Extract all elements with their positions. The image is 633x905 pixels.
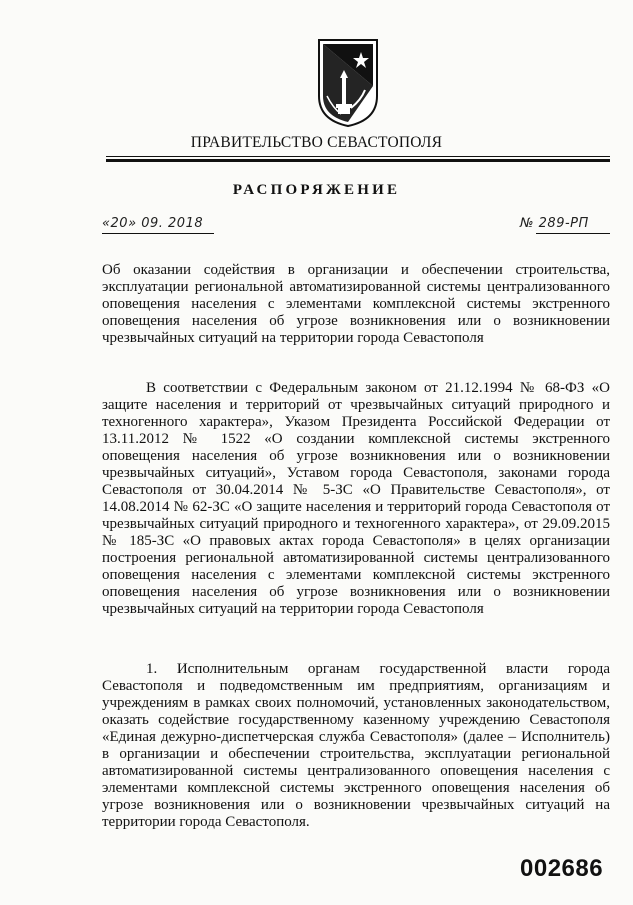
page-code: 002686 bbox=[520, 855, 604, 882]
clause-1-paragraph: 1. Исполнительным органам государственной власти города Севастополя и подведомственным им предприятиям, организациям и учреждениям в рамках своих полномочий, установленных законодательством, оказать содействие государственному казенному учреждению Севастополя «Единая дежурно-диспетчерская служба Севастополя» (далее – Исполнитель) в организации и обеспечении строительства, эксплуатации региональной автоматизированной системы централизованного оповещения населения с элементами комплексной системы экстренного оповещения населения об угрозе возникновения или о возникновении чрезвычайных ситуаций на территории города Севастополя. bbox=[102, 661, 610, 830]
document-date: «20» 09. 2018 bbox=[102, 216, 204, 231]
government-title: ПРАВИТЕЛЬСТВО СЕВАСТОПОЛЯ bbox=[190, 134, 443, 151]
preamble-paragraph: В соответствии с Федеральным законом от 21.12.1994 № 68-ФЗ «О защите населения и территорий от чрезвычайных ситуаций природного и техногенного характера», Указом Президента Российской Федерации от 13.11.2012 № 1522 «О создании комплексной системы экстренного оповещения населения об угрозе возникновения или о возникновении чрезвычайных ситуаций», Уставом города Севастополя, законами города Севастополя от 30.04.2014 № 5-ЗС «О Правительстве Севастополя», от 14.08.2014 № 62-ЗС «О защите населения и территорий города Севастополя от чрезвычайных ситуаций природного и техногенного характера», от 29.09.2015 № 185-ЗС «О правовых актах города Севастополя» в целях организации построения региональной автоматизированной системы централизованного оповещения населения с элементами комплексной системы экстренного оповещения населения об угрозе возникновения или о возникновении чрезвычайных ситуаций на территории города Севастополя bbox=[102, 380, 610, 617]
sevastopol-coat-of-arms-icon bbox=[317, 38, 379, 128]
date-underline bbox=[102, 233, 214, 234]
number-underline bbox=[536, 233, 610, 234]
document-number: № 289-РП bbox=[520, 216, 589, 231]
header-divider-thick bbox=[106, 159, 610, 162]
document-subject: Об оказании содействия в организации и обеспечении строительства, эксплуатации региональной автоматизированной системы централизованного оповещения населения с элементами комплексной системы экстренного оповещения населения об угрозе возникновения или о возникновении чрезвычайных ситуаций на территории города Севастополя bbox=[102, 262, 610, 346]
document-type: РАСПОРЯЖЕНИЕ bbox=[232, 182, 401, 198]
header-divider-thin bbox=[106, 156, 610, 157]
